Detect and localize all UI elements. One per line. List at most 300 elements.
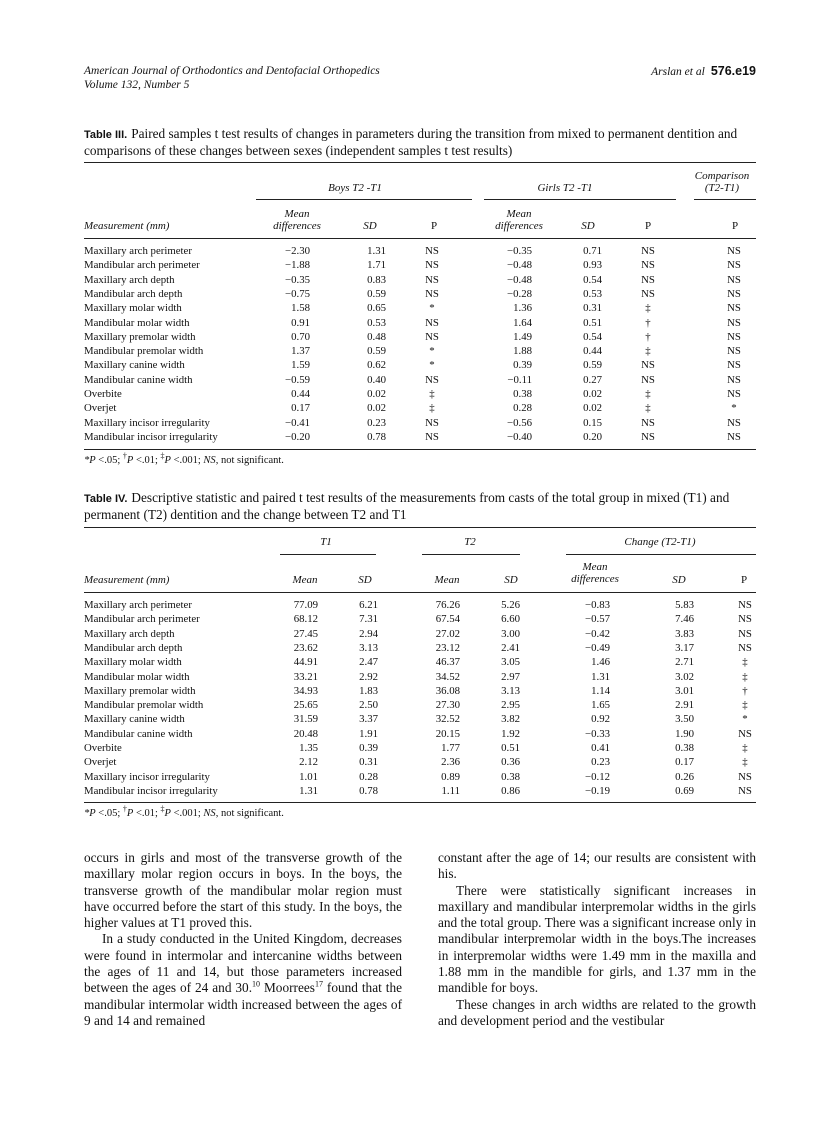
table4-cell-change-mean: 1.65 [591,699,610,712]
table4-cell-t2-sd: 3.13 [501,684,520,697]
table3-row [84,244,756,258]
table3-cell-measurement: Maxillary canine width [84,359,185,372]
table3-caption-text: Paired samples t test results of changes in parameters during the transition from mixed to permanent dentition and comparisons of these changes between sexes (independent samples t test results) [84,126,738,158]
table4-cell-change-mean: 0.41 [591,742,610,754]
table3-cell-girls-p: NS [641,430,655,443]
table3-cell-boys-sd: 0.59 [367,287,386,300]
table4-cell-change-p: NS [738,784,752,797]
table4-cell-measurement: Maxillary arch perimeter [84,599,192,611]
table3-cell-boys-mean: −0.20 [285,430,310,443]
table4-top-rule [84,527,756,528]
table4-cell-t1-mean: 1.35 [299,742,318,754]
table4-cell-change-p: ‡ [742,742,748,754]
table3-footnote: *P <.05; †P <.01; ‡P <.001; NS, not significant. [84,451,284,466]
table3-col-girls-mean: Mean differences [495,208,543,232]
table3-cell-girls-p: NS [641,416,655,429]
table3-cell-comp-p: NS [727,359,741,372]
table4-cell-t2-sd: 6.60 [501,613,520,626]
table3-cell-boys-p: NS [425,430,439,443]
table4-cell-change-mean: 0.23 [591,756,610,769]
table4-cell-change-p: ‡ [742,670,748,683]
table4-cell-change-sd: 3.02 [675,670,694,683]
table3-cell-girls-sd: 0.02 [583,388,602,400]
table4-cell-measurement: Mandibular canine width [84,727,193,740]
table3-row [84,416,756,430]
body-left-p2-text-a: In a study conducted in the United Kingdom, decreases were found in intermolar and intercanine widths between the ages of 11 and 14, but those parameters increased between the ages of 24 and 30. [84,931,402,996]
journal-title: American Journal of Orthodontics and Dentofacial Orthopedics [84,65,380,77]
table4-col-t2-sd: SD [504,574,518,586]
table4-cell-t1-mean: 1.01 [299,770,318,783]
table4-row [84,598,756,612]
table3-cell-boys-p: ‡ [429,388,435,400]
table4-cell-t1-mean: 34.93 [293,684,318,697]
table4-cell-measurement: Mandibular arch depth [84,641,183,654]
table4-col-meandiff: Mean differences [571,561,619,585]
table3-cell-measurement: Mandibular premolar width [84,345,204,358]
table4-cell-t2-mean: 67.54 [435,613,460,626]
table3-cell-boys-mean: −0.75 [285,287,310,300]
table3-cell-boys-mean: −0.41 [285,416,310,429]
table3-cell-measurement: Maxillary arch perimeter [84,245,192,257]
table3-row [84,316,756,330]
table4-cell-change-p: NS [738,727,752,740]
table3-cell-girls-mean: 0.28 [513,402,532,415]
table4-row [84,627,756,641]
table3-cell-girls-mean: −0.35 [507,245,532,257]
table4-cell-t2-sd: 1.92 [501,727,520,740]
table3-cell-girls-p: ‡ [645,388,651,400]
table3-cell-girls-p: ‡ [645,302,651,315]
table4-cell-change-sd: 0.26 [675,770,694,783]
table3-cell-girls-p: NS [641,259,655,272]
table3-cell-measurement: Maxillary incisor irregularity [84,416,210,429]
table3-cell-girls-p: NS [641,273,655,286]
table4-cell-measurement: Overbite [84,742,122,754]
table3-cell-boys-mean: 0.44 [291,388,310,400]
table3-cell-measurement: Maxillary premolar width [84,330,196,343]
table4-header-rule [84,592,756,593]
table4-cell-change-sd: 5.83 [675,599,694,611]
reference-17: 17 [314,979,323,989]
table4-cell-change-mean: −0.83 [585,599,610,611]
table3-cell-measurement: Mandibular arch depth [84,287,183,300]
table4-cell-measurement: Mandibular molar width [84,670,190,683]
table4-cell-t1-mean: 25.65 [293,699,318,712]
body-left-p2-text-c: found that the mandibular intermolar width increased between the ages of 9 and 14 and remained [84,980,402,1028]
table4-row [84,741,756,755]
table4-cell-measurement: Mandibular premolar width [84,699,204,712]
table3-col-boys-p: P [430,220,438,232]
table4-cell-change-p: ‡ [742,699,748,712]
table4-row [84,727,756,741]
table4-cell-t1-sd: 0.39 [359,742,378,754]
table4-cell-t1-mean: 44.91 [293,656,318,669]
body-right-paragraph-2: There were statistically significant increases in maxillary and mandibular interpremolar widths in the girls and the total group. There was a significant increase only in mandibular interpremolar width in the boys.The increases in interpremolar widths were 1.49 mm in the maxilla and 1.88 mm in the mandible for girls, and 1.37 mm in the mandible for boys. [438,882,756,996]
table3-cell-girls-mean: −0.48 [507,259,532,272]
table4-cell-measurement: Maxillary canine width [84,713,185,726]
table3-cell-measurement: Mandibular arch perimeter [84,259,200,272]
table3-caption [84,126,756,159]
table3-cell-boys-p: NS [425,416,439,429]
table3-cell-girls-mean: −0.28 [507,287,532,300]
body-right-column [438,850,756,1029]
table3-cell-girls-p: † [645,330,651,343]
table3-col-girls-p: P [644,220,652,232]
table4-cell-measurement: Maxillary molar width [84,656,182,669]
table3-cell-boys-sd: 0.59 [367,345,386,358]
table3-cell-girls-sd: 0.44 [583,345,602,358]
table4-cell-t2-mean: 46.37 [435,656,460,669]
table4-cell-change-sd: 2.91 [675,699,694,712]
table3-cell-boys-mean: 0.91 [291,316,310,329]
table4-cell-change-sd: 7.46 [675,613,694,626]
table3-cell-measurement: Mandibular incisor irregularity [84,430,218,443]
table4-cell-t2-sd: 2.97 [501,670,520,683]
table4-cell-t2-sd: 3.05 [501,656,520,669]
table4-group-t1: T1 [320,536,332,548]
table3-cell-boys-sd: 0.83 [367,273,386,286]
table3-cell-boys-sd: 1.71 [367,259,386,272]
table3-cell-girls-mean: 0.38 [513,388,532,400]
table3-cell-boys-p: NS [425,245,439,257]
table3-cell-comp-p: NS [727,316,741,329]
table4-row [84,641,756,655]
table4-cell-t2-mean: 32.52 [435,713,460,726]
table3-cell-comp-p: NS [727,330,741,343]
table3-cell-girls-mean: 1.64 [513,316,532,329]
table4-cell-change-sd: 3.17 [675,641,694,654]
table4-cell-t2-mean: 20.15 [435,727,460,740]
body-left-paragraph-2 [84,931,402,1029]
table3-cell-girls-mean: 1.88 [513,345,532,358]
table4-cell-t1-sd: 3.13 [359,641,378,654]
table3-cell-comp-p: * [731,402,737,415]
table4-cell-t2-sd: 2.95 [501,699,520,712]
table3-cell-boys-mean: 0.17 [291,402,310,415]
table3-cell-boys-mean: −2.30 [285,245,310,257]
table3-cell-girls-sd: 0.71 [583,245,602,257]
table4-cell-change-mean: −0.12 [585,770,610,783]
table4-group-change-line [566,554,756,555]
table3-cell-girls-sd: 0.27 [583,373,602,386]
table3-row [84,401,756,415]
table4-cell-change-sd: 3.83 [675,627,694,640]
table4-col-measurement: Measurement (mm) [84,574,170,586]
table4-col-t1-mean: Mean [292,574,318,586]
table4-cell-t2-mean: 34.52 [435,670,460,683]
table3-cell-comp-p: NS [727,388,741,400]
table4-cell-t2-mean: 27.30 [435,699,460,712]
table4-cell-change-mean: −0.42 [585,627,610,640]
body-left-column [84,850,402,1029]
table3-row [84,273,756,287]
table4-cell-change-mean: 1.14 [591,684,610,697]
table3-cell-comp-p: NS [727,345,741,358]
table3-cell-boys-mean: 1.37 [291,345,310,358]
table3-cell-girls-mean: −0.48 [507,273,532,286]
table4-cell-t1-sd: 2.92 [359,670,378,683]
table3-row [84,387,756,401]
table3-cell-comp-p: NS [727,430,741,443]
table4-cell-t1-mean: 20.48 [293,727,318,740]
table3-cell-girls-mean: −0.11 [507,373,532,386]
table3-cell-girls-p: ‡ [645,345,651,358]
table4-label: Table IV. [84,493,128,505]
table3-cell-measurement: Mandibular canine width [84,373,193,386]
table4-cell-t2-sd: 0.36 [501,756,520,769]
table4-row [84,612,756,626]
table4-cell-t1-mean: 2.12 [299,756,318,769]
table3-row [84,301,756,315]
table4-cell-t1-sd: 2.94 [359,627,378,640]
table3-group-boys-line [256,199,472,200]
table4-row [84,684,756,698]
table3-cell-boys-sd: 0.78 [367,430,386,443]
table4-cell-t1-mean: 1.31 [299,784,318,797]
table3-cell-girls-p: ‡ [645,402,651,415]
table3-cell-girls-sd: 0.20 [583,430,602,443]
table4-row [84,784,756,798]
table4-cell-change-mean: −0.33 [585,727,610,740]
table3-cell-girls-sd: 0.54 [583,273,602,286]
table3-cell-boys-sd: 0.48 [367,330,386,343]
table3-cell-girls-mean: −0.56 [507,416,532,429]
table4-cell-t1-sd: 0.31 [359,756,378,769]
table3-cell-boys-mean: −0.59 [285,373,310,386]
table4-row [84,670,756,684]
table4-row [84,755,756,769]
table3-cell-girls-sd: 0.93 [583,259,602,272]
table4-footnote: *P <.05; †P <.01; ‡P <.001; NS, not significant. [84,804,284,819]
table3-cell-girls-p: NS [641,359,655,372]
table3-cell-girls-mean: 0.39 [513,359,532,372]
table3-row [84,430,756,444]
table3-cell-boys-p: * [429,302,435,315]
table4-cell-change-p: ‡ [742,756,748,769]
table3-row [84,258,756,272]
table4-cell-change-p: * [742,713,748,726]
table3-cell-boys-sd: 0.65 [367,302,386,315]
table3-cell-boys-p: * [429,359,435,372]
table3-cell-girls-p: NS [641,287,655,300]
table4-cell-t2-mean: 0.89 [441,770,460,783]
table4-cell-change-mean: 1.31 [591,670,610,683]
table4-group-change: Change (T2-T1) [624,536,696,548]
table3-cell-girls-sd: 0.02 [583,402,602,415]
table3-cell-boys-mean: −1.88 [285,259,310,272]
body-left-paragraph-1: occurs in girls and most of the transverse growth of the maxillary molar region occurs in boys. In the boys, the transverse growth of the mandibular molar region must have occurred before the start of this study. In the boys, the higher values at T1 proved this. [84,850,402,931]
table3-cell-comp-p: NS [727,245,741,257]
table4-caption-text: Descriptive statistic and paired t test results of the measurements from casts of the total group in mixed (T1) and permanent (T2) dentition and the change between T2 and T1 [84,490,730,522]
table4-row [84,770,756,784]
table4-cell-t2-mean: 76.26 [435,599,460,611]
table4-cell-t1-sd: 3.37 [359,713,378,726]
table4-cell-t1-sd: 1.83 [359,684,378,697]
table3-col-boys-mean: Mean differences [273,208,321,232]
table4-row [84,698,756,712]
table4-cell-measurement: Mandibular incisor irregularity [84,784,218,797]
journal-info [84,64,380,92]
table4-row [84,655,756,669]
table3-cell-girls-p: NS [641,373,655,386]
table4-caption [84,490,756,523]
journal-volume: Volume 132, Number 5 [84,79,190,91]
table4-cell-t2-sd: 3.82 [501,713,520,726]
table4-cell-change-p: NS [738,599,752,611]
table4-cell-change-p: NS [738,641,752,654]
table3-cell-comp-p: NS [727,259,741,272]
table3-cell-girls-sd: 0.31 [583,302,602,315]
table4-cell-change-sd: 2.71 [675,656,694,669]
table4-cell-change-sd: 0.69 [675,784,694,797]
table4-cell-t2-mean: 1.77 [441,742,460,754]
table3-cell-boys-mean: 1.59 [291,359,310,372]
table3-cell-boys-p: NS [425,259,439,272]
table4-cell-t1-sd: 2.47 [359,656,378,669]
table4-group-t2-line [422,554,520,555]
table4-col-change-sd: SD [672,574,686,586]
table4-cell-measurement: Maxillary incisor irregularity [84,770,210,783]
table3-cell-girls-sd: 0.51 [583,316,602,329]
table3-cell-girls-mean: 1.49 [513,330,532,343]
table4-cell-t2-sd: 3.00 [501,627,520,640]
table4-cell-t2-sd: 0.86 [501,784,520,797]
table4-cell-t1-mean: 77.09 [293,599,318,611]
table3-group-comp: Comparison (T2-T1) [694,170,750,194]
table3-cell-boys-sd: 1.31 [367,245,386,257]
table4-cell-change-p: † [742,684,748,697]
table3-row [84,373,756,387]
table4-col-t1-sd: SD [358,574,372,586]
table3-row [84,358,756,372]
table3-row [84,344,756,358]
table4-col-t2-mean: Mean [434,574,460,586]
table3-cell-boys-sd: 0.23 [367,416,386,429]
author-name: Arslan et al [651,66,705,78]
table4-cell-t1-sd: 6.21 [359,599,378,611]
table3-col-measurement: Measurement (mm) [84,220,170,232]
table4-cell-t1-sd: 7.31 [359,613,378,626]
table3-cell-boys-mean: −0.35 [285,273,310,286]
table4-cell-change-p: NS [738,613,752,626]
table3-cell-measurement: Maxillary molar width [84,302,182,315]
table4-cell-change-sd: 0.17 [675,756,694,769]
table4-cell-t2-mean: 23.12 [435,641,460,654]
table3-group-boys: Boys T2 -T1 [328,182,382,194]
table3-cell-measurement: Maxillary arch depth [84,273,175,286]
table3-cell-boys-p: NS [425,330,439,343]
table4-cell-t2-sd: 0.38 [501,770,520,783]
table3-group-girls: Girls T2 -T1 [537,182,593,194]
table3-group-comp-line [694,199,756,200]
table4-cell-t2-mean: 27.02 [435,627,460,640]
table4-cell-t1-mean: 68.12 [293,613,318,626]
table3-cell-comp-p: NS [727,373,741,386]
table4-cell-measurement: Mandibular arch perimeter [84,613,200,626]
table4-cell-measurement: Overjet [84,756,117,769]
body-left-p2-author: Moorrees [263,980,315,996]
table4-cell-t1-sd: 0.78 [359,784,378,797]
table3-cell-boys-p: * [429,345,435,358]
table3-label: Table III. [84,129,128,141]
page-number: 576.e19 [710,64,756,78]
table4-cell-change-sd: 0.38 [675,742,694,754]
table4-bottom-rule [84,802,756,803]
table3-cell-girls-sd: 0.54 [583,330,602,343]
table4-group-t2: T2 [464,536,476,548]
table3-cell-girls-sd: 0.59 [583,359,602,372]
table3-cell-comp-p: NS [727,302,741,315]
table3-cell-boys-mean: 0.70 [291,330,310,343]
table3-col-girls-sd: SD [581,220,595,232]
table3-cell-boys-p: NS [425,287,439,300]
table4-cell-change-mean: 0.92 [591,713,610,726]
table3-cell-girls-sd: 0.53 [583,287,602,300]
table4-cell-change-sd: 3.01 [675,684,694,697]
table4-cell-change-sd: 1.90 [675,727,694,740]
table3-cell-comp-p: NS [727,416,741,429]
page-info [651,64,756,79]
table4-cell-t2-sd: 0.51 [501,742,520,754]
table3-cell-measurement: Overjet [84,402,117,415]
table4-cell-t2-sd: 2.41 [501,641,520,654]
table3-cell-girls-p: NS [641,245,655,257]
table4-cell-t2-mean: 36.08 [435,684,460,697]
table4-cell-change-mean: −0.49 [585,641,610,654]
table4-cell-change-p: NS [738,770,752,783]
table3-bottom-rule [84,449,756,450]
table3-row [84,330,756,344]
table4-cell-change-p: NS [738,627,752,640]
table4-cell-t2-mean: 2.36 [441,756,460,769]
table3-cell-boys-sd: 0.40 [367,373,386,386]
table4-group-t1-line [280,554,376,555]
table4-cell-t2-mean: 1.11 [441,784,460,797]
table3-cell-boys-sd: 0.62 [367,359,386,372]
table3-cell-boys-p: NS [425,373,439,386]
table4-cell-t1-mean: 31.59 [293,713,318,726]
table4-cell-t1-sd: 0.28 [359,770,378,783]
table4-cell-t2-sd: 5.26 [501,599,520,611]
table4-cell-change-p: ‡ [742,656,748,669]
table3-cell-boys-p: ‡ [429,402,435,415]
table3-cell-girls-mean: 1.36 [513,302,532,315]
table4-cell-measurement: Maxillary arch depth [84,627,175,640]
table3-cell-comp-p: NS [727,273,741,286]
table3-cell-girls-mean: −0.40 [507,430,532,443]
body-right-paragraph-1: constant after the age of 14; our results are consistent with his. [438,850,756,882]
table3-row [84,287,756,301]
table3-cell-comp-p: NS [727,287,741,300]
table3-cell-measurement: Overbite [84,388,122,400]
table3-cell-girls-p: † [645,316,651,329]
table3-cell-girls-sd: 0.15 [583,416,602,429]
table3-group-girls-line [484,199,676,200]
table3-col-comp-p: P [731,220,739,232]
table4-cell-change-mean: 1.46 [591,656,610,669]
table4-cell-t1-mean: 23.62 [293,641,318,654]
table3-top-rule [84,162,756,163]
table3-col-boys-sd: SD [363,220,377,232]
table3-cell-measurement: Mandibular molar width [84,316,190,329]
table3-cell-boys-mean: 1.58 [291,302,310,315]
table4-row [84,712,756,726]
table4-cell-change-mean: −0.57 [585,613,610,626]
table3-header-rule [84,238,756,239]
table4-cell-change-mean: −0.19 [585,784,610,797]
table4-cell-measurement: Maxillary premolar width [84,684,196,697]
table4-cell-t1-mean: 27.45 [293,627,318,640]
